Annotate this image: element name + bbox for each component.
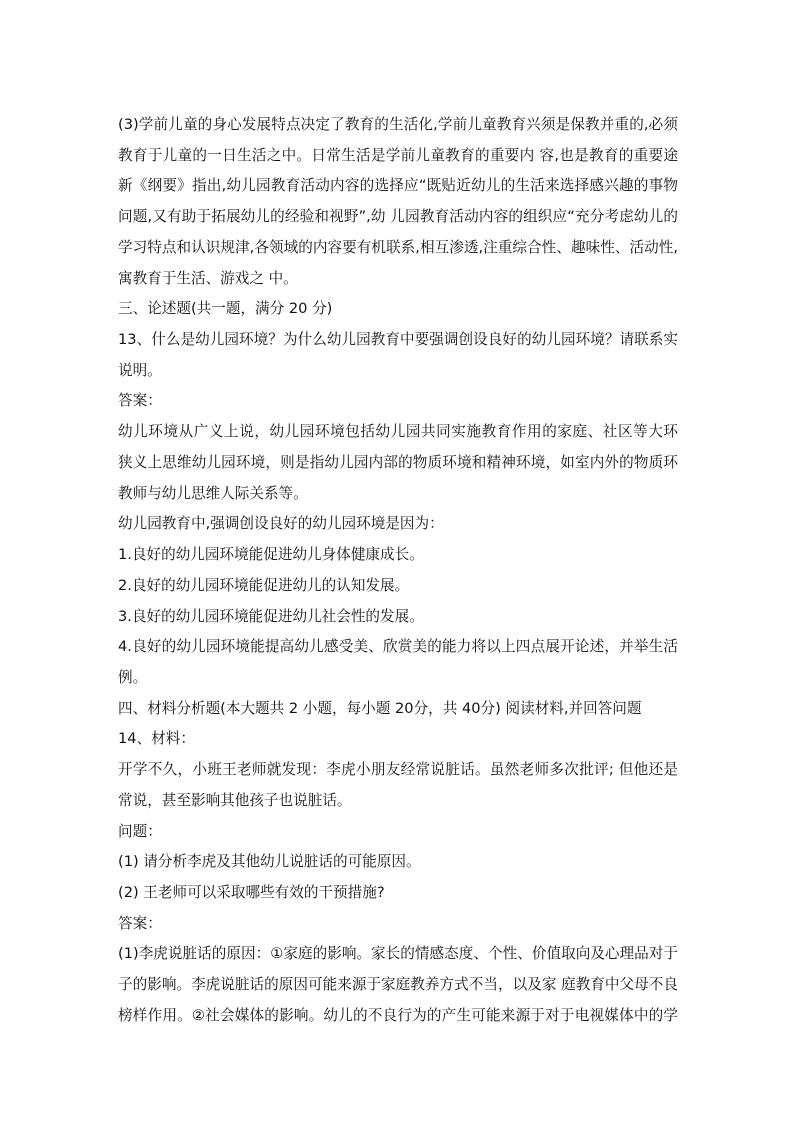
text-line: 1.良好的幼儿园环境能促进幼儿身体健康成长。 xyxy=(118,546,424,564)
text-line: 子的影响。李虎说脏话的原因可能来源于家庭教养方式不当，以及家 庭教育中父母不良 xyxy=(118,976,678,994)
text-line: (3)学前儿童的身心发展特点决定了教育的生活化,学前儿童教育兴须是保教并重的,必须 xyxy=(118,116,678,133)
text-line: 教育于儿童的一日生活之中。日常生活是学前儿童教育的重要内 容,也是教育的重要途 xyxy=(118,146,678,164)
text-line: 说明。 xyxy=(118,361,162,379)
text-line: 答案： xyxy=(118,914,162,932)
text-line: (2) 王老师可以采取哪些有效的干预措施? xyxy=(118,883,385,901)
text-line: 14、材料： xyxy=(118,730,195,748)
text-line: 寓教育于生活、游戏之 中。 xyxy=(118,269,298,287)
text-line: 榜样作用。②社会媒体的影响。幼儿的不良行为的产生可能来源于对于电视媒体中的学 xyxy=(118,1006,678,1024)
text-line: 新《纲要》指出,幼儿园教育活动内容的选择应“既贴近幼儿的生活来选择感兴趣的事物 xyxy=(118,177,678,195)
text-line: (1) 请分析李虎及其他幼儿说脏话的可能原因。 xyxy=(118,853,421,871)
text-line: 答案： xyxy=(118,392,162,410)
document-page xyxy=(118,110,678,1032)
text-line: 4.良好的幼儿园环境能提高幼儿感受美、欣赏美的能力将以上四点展开论述，并举生活 xyxy=(118,638,678,656)
text-line: 四、材料分析题(本大题共 2 小题，每小题 20分，共 40分) 阅读材料,并回答问题 xyxy=(118,699,642,717)
text-line: 2.良好的幼儿园环境能促进幼儿的认知发展。 xyxy=(118,576,410,594)
text-line: 13、什么是幼儿园环境？为什么幼儿园教育中要强调创设良好的幼儿园环境？请联系实 xyxy=(118,331,678,349)
text-line: 幼儿园教育中,强调创设良好的幼儿园环境是因为： xyxy=(118,515,444,533)
text-line: 问题,又有助于拓展幼儿的经验和视野”,幼 儿园教育活动内容的组织应“充分考虑幼儿的 xyxy=(118,208,678,226)
text-line: 教师与幼儿思维人际关系等。 xyxy=(118,484,308,502)
text-line: 狭义上思维幼儿园环境，则是指幼儿园内部的物质环境和精神环境，如室内外的物质环 xyxy=(118,453,678,471)
text-line: (1)李虎说脏话的原因：①家庭的影响。家长的情感态度、个性、价值取向及心理品对于 xyxy=(118,945,678,963)
text-line: 学习特点和认识规津,各领域的内容要有机联系,相互渗透,注重综合性、趣味性、活动性, xyxy=(118,238,678,256)
text-line: 幼儿环境从广义上说，幼儿园环境包括幼儿园共同实施教育作用的家庭、社区等大环 xyxy=(118,423,678,441)
text-line: 3.良好的幼儿园环境能促进幼儿社会性的发展。 xyxy=(118,607,424,625)
text-line: 开学不久，小班王老师就发现：李虎小朋友经常说脏话。虽然老师多次批评; 但他还是 xyxy=(118,761,678,779)
text-line: 问题： xyxy=(118,822,162,840)
text-line: 例。 xyxy=(118,668,148,686)
text-line: 三、论述题(共一题，满分 20 分) xyxy=(118,300,333,318)
text-line: 常说，甚至影响其他孩子也说脏话。 xyxy=(118,791,352,809)
